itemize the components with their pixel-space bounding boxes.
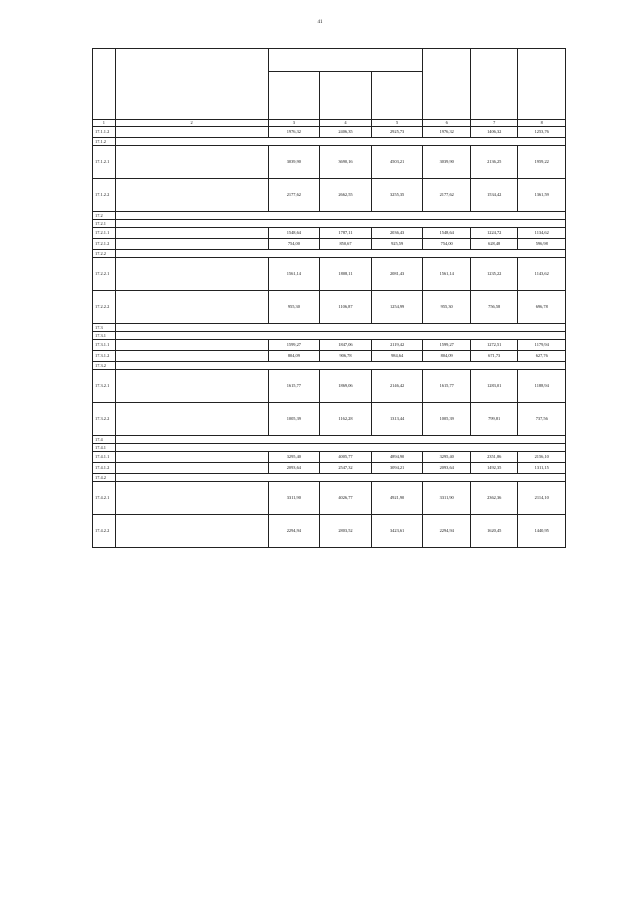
cost-value: 754,00 bbox=[268, 239, 320, 250]
cost-value: 2093,64 bbox=[268, 463, 320, 474]
cost-value: 671,73 bbox=[470, 351, 518, 362]
column-number: 2 bbox=[115, 120, 268, 127]
table-row bbox=[93, 239, 566, 250]
row-description bbox=[115, 452, 268, 463]
cost-value: 1869,06 bbox=[320, 370, 372, 403]
cost-value: 1361,59 bbox=[518, 179, 566, 212]
cost-value: 984,64 bbox=[371, 351, 423, 362]
row-code: 17.2 bbox=[93, 212, 116, 220]
header-col-e bbox=[470, 49, 518, 120]
cost-value: 1548,64 bbox=[268, 228, 320, 239]
row-description bbox=[115, 127, 268, 138]
row-code: 17.4.1.2 bbox=[93, 463, 116, 474]
section-title bbox=[115, 138, 565, 146]
row-description bbox=[115, 370, 268, 403]
cost-value: 1440,95 bbox=[518, 515, 566, 548]
cost-value: 1847,06 bbox=[320, 340, 372, 351]
row-code: 17.3 bbox=[93, 324, 116, 332]
row-description bbox=[115, 463, 268, 474]
column-number: 8 bbox=[518, 120, 566, 127]
row-code: 17.4.2.2 bbox=[93, 515, 116, 548]
row-description bbox=[115, 340, 268, 351]
cost-value: 3311,90 bbox=[423, 482, 471, 515]
row-code: 17.4 bbox=[93, 436, 116, 444]
cost-value: 2146,42 bbox=[371, 370, 423, 403]
table-row bbox=[93, 351, 566, 362]
cost-value: 1162,28 bbox=[320, 403, 372, 436]
cost-value: 1005,39 bbox=[268, 403, 320, 436]
cost-value: 3039,90 bbox=[423, 146, 471, 179]
cost-value: 955,30 bbox=[423, 291, 471, 324]
column-number-row bbox=[93, 120, 566, 127]
section-row bbox=[93, 324, 566, 332]
cost-value: 4005,77 bbox=[320, 452, 372, 463]
column-number: 3 bbox=[268, 120, 320, 127]
cost-value: 596,98 bbox=[518, 239, 566, 250]
cost-value: 850,67 bbox=[320, 239, 372, 250]
cost-value: 2093,64 bbox=[423, 463, 471, 474]
section-title bbox=[115, 250, 565, 258]
cost-value: 1615,77 bbox=[268, 370, 320, 403]
table-row bbox=[93, 463, 566, 474]
cost-value: 1235,22 bbox=[470, 258, 518, 291]
cost-value: 2662,55 bbox=[320, 179, 372, 212]
row-code: 17.2.2 bbox=[93, 250, 116, 258]
tariff-table bbox=[92, 48, 566, 548]
cost-value: 925,59 bbox=[371, 239, 423, 250]
section-title bbox=[115, 362, 565, 370]
cost-value: 1620,45 bbox=[470, 515, 518, 548]
cost-value: 804,09 bbox=[423, 351, 471, 362]
row-code: 17.1.1.2 bbox=[93, 127, 116, 138]
cost-value: 1976,32 bbox=[423, 127, 471, 138]
cost-value: 1313,44 bbox=[371, 403, 423, 436]
header-regional-standard bbox=[268, 49, 423, 72]
cost-value: 1787,11 bbox=[320, 228, 372, 239]
table-row bbox=[93, 228, 566, 239]
table-row bbox=[93, 179, 566, 212]
section-title bbox=[115, 436, 565, 444]
row-code: 17.2.1 bbox=[93, 220, 116, 228]
row-description bbox=[115, 146, 268, 179]
table-row bbox=[93, 515, 566, 548]
cost-value: 2925,73 bbox=[371, 127, 423, 138]
cost-value: 1283,01 bbox=[470, 370, 518, 403]
cost-value: 1615,77 bbox=[423, 370, 471, 403]
row-code: 17.3.2.1 bbox=[93, 370, 116, 403]
row-code: 17.4.2.1 bbox=[93, 482, 116, 515]
column-number: 6 bbox=[423, 120, 471, 127]
cost-value: 2294,94 bbox=[423, 515, 471, 548]
row-description bbox=[115, 403, 268, 436]
column-number: 5 bbox=[371, 120, 423, 127]
header-num bbox=[93, 49, 116, 120]
cost-value: 696,78 bbox=[518, 291, 566, 324]
cost-value: 1548,64 bbox=[423, 228, 471, 239]
cost-value: 1808,11 bbox=[320, 258, 372, 291]
table-row bbox=[93, 127, 566, 138]
header-col-d bbox=[423, 49, 471, 120]
cost-value: 4894,90 bbox=[371, 452, 423, 463]
header-group bbox=[115, 49, 268, 120]
row-description bbox=[115, 179, 268, 212]
table-row bbox=[93, 291, 566, 324]
cost-value: 955,30 bbox=[268, 291, 320, 324]
section-title bbox=[115, 324, 565, 332]
cost-value: 3094,21 bbox=[371, 463, 423, 474]
column-number: 1 bbox=[93, 120, 116, 127]
column-number: 7 bbox=[470, 120, 518, 127]
row-code: 17.4.2 bbox=[93, 474, 116, 482]
cost-value: 627,76 bbox=[518, 351, 566, 362]
cost-value: 4026,77 bbox=[320, 482, 372, 515]
cost-value: 3690,16 bbox=[320, 146, 372, 179]
cost-value: 1976,32 bbox=[268, 127, 320, 138]
table-row bbox=[93, 452, 566, 463]
section-title bbox=[115, 444, 565, 452]
cost-value: 3423,61 bbox=[371, 515, 423, 548]
cost-value: 756,58 bbox=[470, 291, 518, 324]
row-description bbox=[115, 482, 268, 515]
row-code: 17.4.1.1 bbox=[93, 452, 116, 463]
header-row-1 bbox=[93, 49, 566, 72]
cost-value: 2177,62 bbox=[268, 179, 320, 212]
cost-value: 2351,86 bbox=[470, 452, 518, 463]
cost-value: 1253,76 bbox=[518, 127, 566, 138]
section-title bbox=[115, 220, 565, 228]
row-description bbox=[115, 291, 268, 324]
cost-value: 1106,87 bbox=[320, 291, 372, 324]
cost-value: 4503,21 bbox=[371, 146, 423, 179]
section-row bbox=[93, 138, 566, 146]
cost-value: 3255,35 bbox=[371, 179, 423, 212]
cost-value: 2803,52 bbox=[320, 515, 372, 548]
section-row bbox=[93, 362, 566, 370]
row-code: 17.1.2.2 bbox=[93, 179, 116, 212]
page-number: 41 bbox=[317, 20, 323, 25]
header-col-c bbox=[371, 72, 423, 120]
table-row bbox=[93, 403, 566, 436]
row-code: 17.3.1 bbox=[93, 332, 116, 340]
cost-value: 1561,14 bbox=[423, 258, 471, 291]
cost-value: 1134,62 bbox=[518, 228, 566, 239]
cost-value: 1561,14 bbox=[268, 258, 320, 291]
cost-value: 2119,42 bbox=[371, 340, 423, 351]
cost-value: 3039,90 bbox=[268, 146, 320, 179]
section-row bbox=[93, 220, 566, 228]
section-title bbox=[115, 332, 565, 340]
header-col-f bbox=[518, 49, 566, 120]
cost-value: 2177,62 bbox=[423, 179, 471, 212]
cost-value: 4921,90 bbox=[371, 482, 423, 515]
cost-value: 906,78 bbox=[320, 351, 372, 362]
cost-value: 1272,51 bbox=[470, 340, 518, 351]
cost-value: 1534,42 bbox=[470, 179, 518, 212]
row-code: 17.2.1.2 bbox=[93, 239, 116, 250]
cost-value: 1188,94 bbox=[518, 370, 566, 403]
cost-value: 1224,72 bbox=[470, 228, 518, 239]
header-col-b bbox=[320, 72, 372, 120]
cost-value: 3295,40 bbox=[423, 452, 471, 463]
cost-value: 1143,62 bbox=[518, 258, 566, 291]
table-row bbox=[93, 340, 566, 351]
row-code: 17.3.2.2 bbox=[93, 403, 116, 436]
row-description bbox=[115, 351, 268, 362]
section-row bbox=[93, 444, 566, 452]
cost-value: 1406,32 bbox=[470, 127, 518, 138]
row-code: 17.2.1.1 bbox=[93, 228, 116, 239]
cost-value: 2362,36 bbox=[470, 482, 518, 515]
row-code: 17.2.2.1 bbox=[93, 258, 116, 291]
cost-value: 2081,43 bbox=[371, 258, 423, 291]
cost-value: 2547,32 bbox=[320, 463, 372, 474]
cost-value: 804,09 bbox=[268, 351, 320, 362]
cost-value: 1959,22 bbox=[518, 146, 566, 179]
cost-value: 1599,27 bbox=[268, 340, 320, 351]
table-row bbox=[93, 146, 566, 179]
row-code: 17.1.2 bbox=[93, 138, 116, 146]
cost-value: 2114,10 bbox=[518, 482, 566, 515]
row-description bbox=[115, 258, 268, 291]
row-code: 17.3.1.1 bbox=[93, 340, 116, 351]
cost-value: 754,00 bbox=[423, 239, 471, 250]
column-number: 4 bbox=[320, 120, 372, 127]
row-code: 17.1.2.1 bbox=[93, 146, 116, 179]
cost-value: 2406,35 bbox=[320, 127, 372, 138]
cost-value: 1254,99 bbox=[371, 291, 423, 324]
row-description bbox=[115, 239, 268, 250]
cost-value: 737,56 bbox=[518, 403, 566, 436]
section-row bbox=[93, 332, 566, 340]
table-row bbox=[93, 370, 566, 403]
section-row bbox=[93, 474, 566, 482]
section-row bbox=[93, 212, 566, 220]
cost-value: 3311,90 bbox=[268, 482, 320, 515]
table-row bbox=[93, 482, 566, 515]
cost-value: 799,81 bbox=[470, 403, 518, 436]
row-description bbox=[115, 515, 268, 548]
cost-value: 1311,15 bbox=[518, 463, 566, 474]
cost-value: 1005,39 bbox=[423, 403, 471, 436]
cost-value: 1599,27 bbox=[423, 340, 471, 351]
section-row bbox=[93, 436, 566, 444]
header-col-a bbox=[268, 72, 320, 120]
cost-value: 3295,40 bbox=[268, 452, 320, 463]
section-title bbox=[115, 212, 565, 220]
row-code: 17.3.2 bbox=[93, 362, 116, 370]
cost-value: 2156,10 bbox=[518, 452, 566, 463]
cost-value: 2136,25 bbox=[470, 146, 518, 179]
cost-value: 628,48 bbox=[470, 239, 518, 250]
cost-value: 2036,43 bbox=[371, 228, 423, 239]
row-code: 17.4.1 bbox=[93, 444, 116, 452]
cost-value: 1179,94 bbox=[518, 340, 566, 351]
section-row bbox=[93, 250, 566, 258]
row-code: 17.2.2.2 bbox=[93, 291, 116, 324]
cost-value: 2294,94 bbox=[268, 515, 320, 548]
row-code: 17.3.1.2 bbox=[93, 351, 116, 362]
table-row bbox=[93, 258, 566, 291]
section-title bbox=[115, 474, 565, 482]
cost-value: 1492,35 bbox=[470, 463, 518, 474]
row-description bbox=[115, 228, 268, 239]
